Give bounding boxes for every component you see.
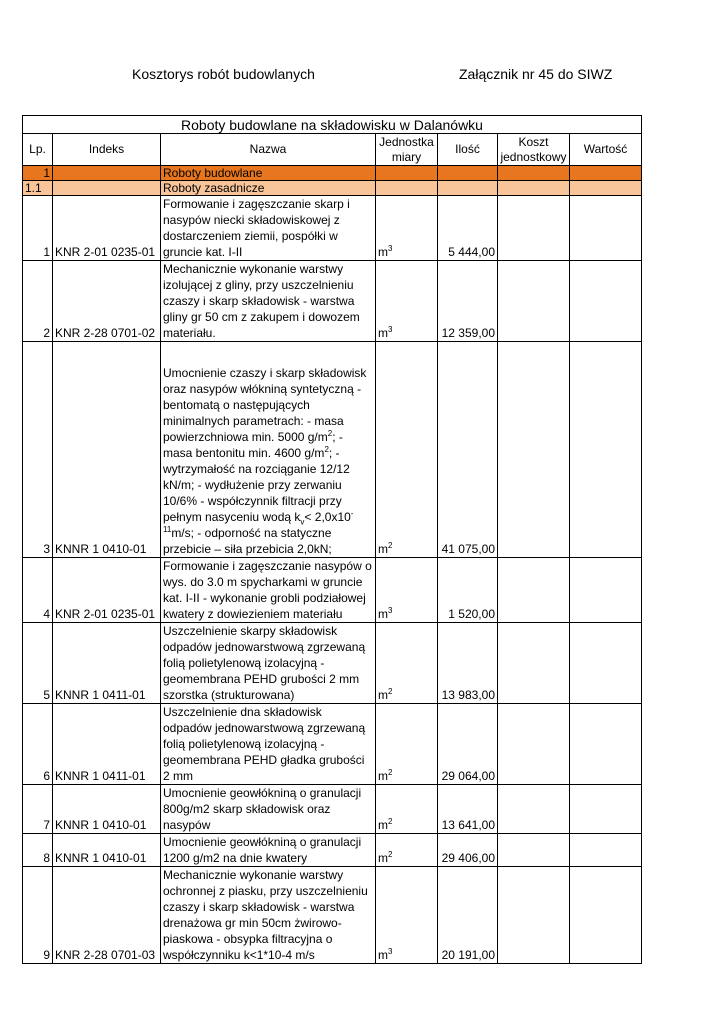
row-qty: 12 359,00 — [438, 261, 498, 342]
row-lp: 7 — [23, 785, 53, 834]
row-index: KNNR 1 0411-01 — [53, 623, 161, 704]
row-unit-cost — [498, 558, 570, 623]
row-unit: $m^2$ — [376, 342, 438, 558]
row-value — [570, 834, 642, 867]
cost-estimate-table — [22, 115, 642, 964]
row-unit-cost — [498, 704, 570, 785]
row-unit-cost — [498, 623, 570, 704]
row-value — [570, 196, 642, 261]
row-qty: 41 075,00 — [438, 342, 498, 558]
category-row-1-1 — [23, 181, 642, 196]
row-unit-cost — [498, 261, 570, 342]
row-lp: 6 — [23, 704, 53, 785]
row-description: Mechanicznie wykonanie warstwy ochronnej z piasku, przy uszczelnieniu czaszy i skarp składowisk - warstwa drenażowa gr min 50cm żwirowo-piaskowa - obsypka filtracyjna o współczynniku k<1*10-4 m/s — [161, 867, 376, 964]
category-lp: 1 — [23, 166, 53, 181]
col-header-unit-cost: Koszt jednostkowy — [498, 134, 570, 166]
row-unit: $m^3$ — [376, 867, 438, 964]
table-row — [23, 785, 642, 834]
row-qty: 20 191,00 — [438, 867, 498, 964]
category-row-1 — [23, 166, 642, 181]
table-row — [23, 704, 642, 785]
row-description: Umocnienie czaszy i skarp składowisk oraz nasypów włókniną syntetyczną - bentomatą o następujących minimalnych parametrach: - masa powierzchniowa min. 5000 $g/m^2$; - masa bentonitu min. 4600 $g/m^2$; - wytrzymałość na rozciąganie 12/12 kN/m; - wydłużenie przy zerwaniu 10/6% - współczynnik filtracji przy pełnym nasyceniu wodą $k_v< 2,0x10^{-11}m/s$; - odporność na statyczne przebicie – siła przebicia 2,0kN; — [161, 342, 376, 558]
row-lp: 2 — [23, 261, 53, 342]
table-row — [23, 196, 642, 261]
document-title: Kosztorys robót budowlanych — [132, 66, 315, 82]
row-index: KNR 2-28 0701-03 — [53, 867, 161, 964]
row-unit-cost — [498, 196, 570, 261]
table-title: Roboty budowlane na składowisku w Dalanówku — [23, 116, 642, 134]
row-description: Mechanicznie wykonanie warstwy izolującej z gliny, przy uszczelnieniu czaszy i skarp składowisk - warstwa gliny gr 50 cm z zakupem i dowozem materiału. — [161, 261, 376, 342]
row-value — [570, 261, 642, 342]
table-row — [23, 834, 642, 867]
col-header-index: Indeks — [53, 134, 161, 166]
row-qty: 29 064,00 — [438, 704, 498, 785]
row-qty: 5 444,00 — [438, 196, 498, 261]
row-index: KNR 2-01 0235-01 — [53, 558, 161, 623]
table-row — [23, 342, 642, 558]
row-description: Formowanie i zagęszczanie nasypów o wys. do 3.0 m spycharkami w gruncie kat. I-II - wykonanie grobli podziałowej kwatery z dowiezieniem materiału — [161, 558, 376, 623]
row-unit: $m^3$ — [376, 558, 438, 623]
row-lp: 1 — [23, 196, 53, 261]
category-lp: 1.1 — [23, 181, 53, 196]
row-lp: 4 — [23, 558, 53, 623]
row-unit-cost — [498, 834, 570, 867]
category-name: Roboty zasadnicze — [161, 181, 376, 196]
row-index: KNNR 1 0411-01 — [53, 704, 161, 785]
row-index: KNR 2-28 0701-02 — [53, 261, 161, 342]
row-index: KNNR 1 0410-01 — [53, 834, 161, 867]
col-header-lp: Lp. — [23, 134, 53, 166]
category-name: Roboty budowlane — [161, 166, 376, 181]
row-qty: 1 520,00 — [438, 558, 498, 623]
table-row — [23, 261, 642, 342]
row-unit-cost — [498, 867, 570, 964]
row-lp: 3 — [23, 342, 53, 558]
row-unit: $m^2$ — [376, 785, 438, 834]
col-header-qty: Ilość — [438, 134, 498, 166]
row-value — [570, 867, 642, 964]
row-index: KNR 2-01 0235-01 — [53, 196, 161, 261]
row-description: Formowanie i zagęszczanie skarp i nasypów niecki składowiskowej z dostarczeniem ziemii, pospółki w gruncie kat. I-II — [161, 196, 376, 261]
col-header-value: Wartość — [570, 134, 642, 166]
row-unit: $m^3$ — [376, 196, 438, 261]
row-value — [570, 558, 642, 623]
row-qty: 13 983,00 — [438, 623, 498, 704]
row-value — [570, 623, 642, 704]
row-lp: 5 — [23, 623, 53, 704]
row-unit: $m^2$ — [376, 704, 438, 785]
row-lp: 8 — [23, 834, 53, 867]
row-lp: 9 — [23, 867, 53, 964]
row-index: KNNR 1 0410-01 — [53, 785, 161, 834]
row-value — [570, 342, 642, 558]
row-value — [570, 704, 642, 785]
attachment-label: Załącznik nr 45 do SIWZ — [459, 66, 613, 82]
row-unit: $m^2$ — [376, 834, 438, 867]
row-description: Umocnienie geowłókniną o granulacji 800g/m2 skarp składowisk oraz nasypów — [161, 785, 376, 834]
row-qty: 13 641,00 — [438, 785, 498, 834]
row-unit: $m^2$ — [376, 623, 438, 704]
row-index: KNNR 1 0410-01 — [53, 342, 161, 558]
col-header-name: Nazwa — [161, 134, 376, 166]
row-qty: 29 406,00 — [438, 834, 498, 867]
table-row — [23, 623, 642, 704]
col-header-unit: Jednostka miary — [376, 134, 438, 166]
row-description: Uszczelnienie dna składowisk odpadów jednowarstwową zgrzewaną folią polietylenową izolacyjną - geomembrana PEHD gładka grubości 2 mm — [161, 704, 376, 785]
row-description: Umocnienie geowłókniną o granulacji 1200 g/m2 na dnie kwatery — [161, 834, 376, 867]
row-value — [570, 785, 642, 834]
row-unit: $m^3$ — [376, 261, 438, 342]
row-unit-cost — [498, 342, 570, 558]
table-row — [23, 867, 642, 964]
row-unit-cost — [498, 785, 570, 834]
table-row — [23, 558, 642, 623]
row-description: Uszczelnienie skarpy składowisk odpadów jednowarstwową zgrzewaną folią polietylenową izolacyjną - geomembrana PEHD grubości 2 mm szorstka (strukturowana) — [161, 623, 376, 704]
